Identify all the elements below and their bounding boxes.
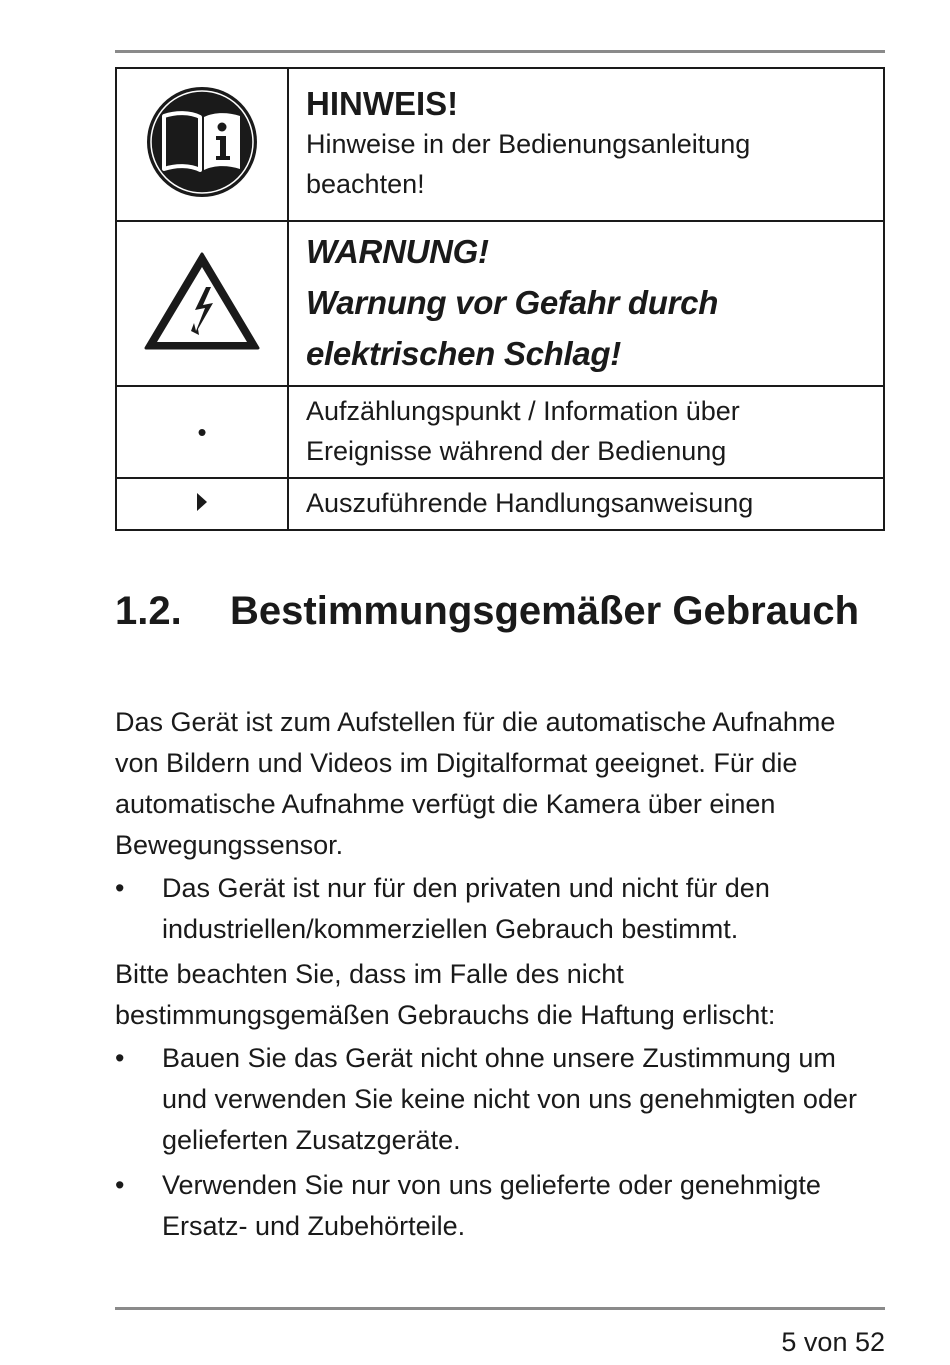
- bullet-point-icon: •: [197, 416, 207, 447]
- play-triangle-icon: [195, 492, 209, 512]
- top-rule: [115, 50, 885, 53]
- legend-text-cell: [288, 68, 884, 221]
- hinweis-heading: HINWEIS!: [306, 84, 459, 122]
- legend-symbol-cell: [116, 68, 288, 221]
- section-heading: [115, 582, 885, 640]
- legend-row-warnung: [116, 221, 884, 386]
- intro-paragraph: Das Gerät ist zum Aufstellen für die automatische Aufnahme von Bildern und Videos im Digitalformat geeignet. Für die automatische Aufnahme verfügt die Kamera über einen Bewegungssensor.: [115, 707, 836, 860]
- action-description: Auszuführende Handlungsanweisung: [306, 488, 754, 518]
- section-title: Bestimmungsgemäßer Gebrauch: [230, 589, 860, 633]
- legend-text-cell: [288, 386, 884, 478]
- list-item-text: Das Gerät ist nur für den privaten und nicht für den industriellen/kommerziellen Gebrauch bestimmt.: [162, 873, 770, 944]
- bottom-rule: [115, 1307, 885, 1310]
- section-number: 1.2.: [115, 589, 182, 633]
- section-body: [115, 702, 885, 1251]
- bullet-point-icon: •: [115, 1043, 125, 1073]
- notice-paragraph: Bitte beachten Sie, dass im Falle des nicht bestimmungsgemäßen Gebrauchs die Haftung erlischt:: [115, 959, 776, 1030]
- legend-row-hinweis: [116, 68, 884, 221]
- bullet-point-icon: •: [115, 873, 125, 903]
- list-item: [115, 868, 885, 950]
- legend-symbol-cell: [116, 221, 288, 386]
- warnung-heading: WARNUNG!: [306, 233, 489, 270]
- legend-symbol-cell: [116, 478, 288, 530]
- bullet-point-icon: •: [115, 1170, 125, 1200]
- legend-row-action: [116, 478, 884, 530]
- symbol-legend-table: [115, 67, 885, 531]
- legend-text-cell: [288, 221, 884, 386]
- list-item-text: Bauen Sie das Gerät nicht ohne unsere Zustimmung um und verwenden Sie keine nicht von uns genehmigten oder gelieferten Zusatzgeräte.: [162, 1043, 857, 1155]
- list-item-text: Verwenden Sie nur von uns gelieferte oder genehmigte Ersatz- und Zubehörteile.: [162, 1170, 821, 1241]
- page-number: 5 von 52: [781, 1327, 885, 1357]
- bullet-description: Aufzählungspunkt / Information über Ereignisse während der Bedienung: [306, 396, 740, 466]
- manual-info-icon: [146, 86, 258, 198]
- legend-text-cell: [288, 478, 884, 530]
- electric-shock-warning-icon: [143, 251, 261, 351]
- warnung-text: Warnung vor Gefahr durch elektrischen Schlag!: [306, 284, 719, 372]
- list-item: [115, 1165, 885, 1247]
- hinweis-text: Hinweise in der Bedienungsanleitung beachten!: [306, 128, 751, 199]
- list-item: [115, 1038, 885, 1161]
- legend-symbol-cell: [116, 386, 288, 478]
- legend-row-bullet: [116, 386, 884, 478]
